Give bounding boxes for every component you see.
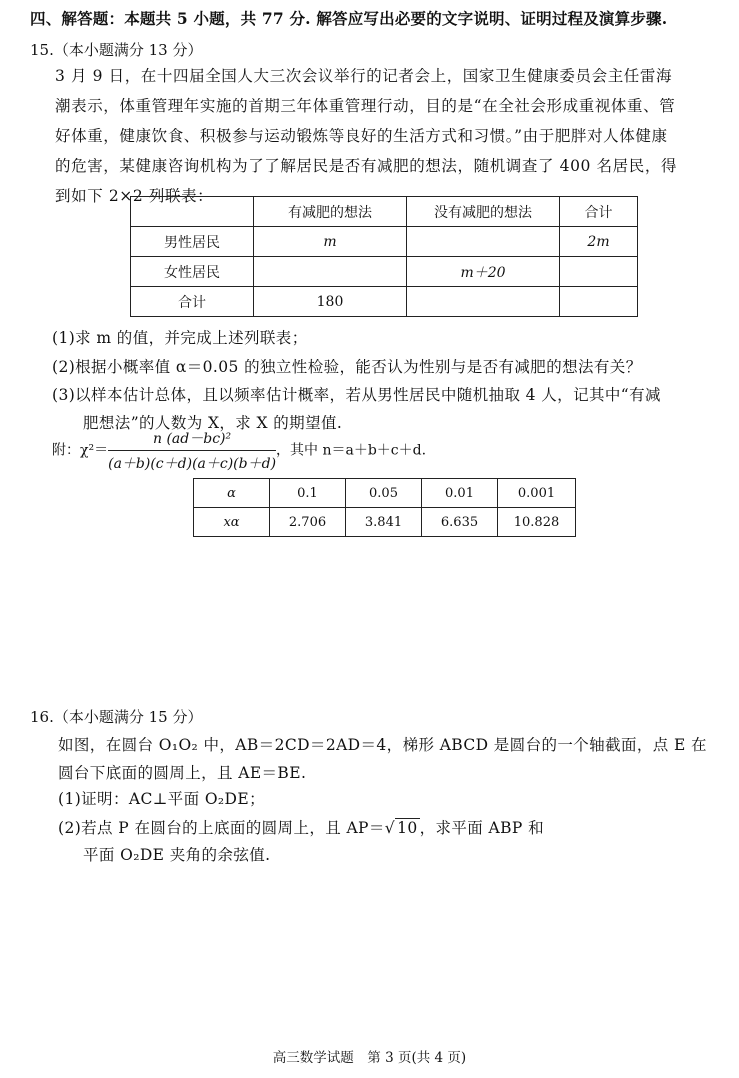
- table-row: [194, 479, 576, 508]
- table-cell: 0.001: [498, 479, 576, 508]
- q16-sub1: (1)证明：AC⊥平面 O₂DE；: [58, 790, 265, 808]
- q16-sub2-prefix: (2)若点 P 在圆台的上底面的圆周上，且 AP＝: [58, 819, 385, 837]
- table-cell: [560, 287, 638, 317]
- table-cell: 2m: [560, 227, 638, 257]
- table-cell: m＋20: [407, 257, 560, 287]
- formula-fraction: [108, 428, 276, 473]
- table-cell: 男性居民: [131, 227, 254, 257]
- chi-square-formula: [52, 428, 426, 473]
- table-cell: 3.841: [346, 508, 422, 537]
- q15-sub1: (1)求 m 的值，并完成上述列联表；: [52, 329, 308, 347]
- table-cell: m: [254, 227, 407, 257]
- table-cell: xα: [194, 508, 270, 537]
- table-cell: [407, 227, 560, 257]
- q16-sub2-line2: 平面 O₂DE 夹角的余弦值.: [83, 846, 271, 864]
- critical-value-table: [193, 478, 576, 537]
- table-row: [131, 227, 638, 257]
- table-row: [131, 197, 638, 227]
- table-header-cell: [131, 197, 254, 227]
- table-row: [131, 287, 638, 317]
- section-header: 四、解答题：本题共 5 小题，共 77 分. 解答应写出必要的文字说明、证明过程及演算步骤.: [30, 9, 668, 28]
- q15-stem-line: 潮表示，体重管理年实施的首期三年体重管理行动，目的是“在全社会形成重视体重、管: [55, 97, 676, 115]
- table-row: [131, 257, 638, 287]
- q16-stem-line1: 如图，在圆台 O₁O₂ 中，AB＝2CD＝2AD＝4，梯形 ABCD 是圆台的一个轴截面，点 E 在: [58, 736, 707, 754]
- q16-sub2-sqrt: 10: [397, 819, 418, 837]
- table-header-cell: 合计: [560, 197, 638, 227]
- table-cell: [560, 257, 638, 287]
- q16-stem-line2: 圆台下底面的圆周上，且 AE＝BE.: [58, 764, 307, 782]
- q15-stem: [55, 61, 715, 211]
- formula-prefix: 附：χ²＝: [52, 442, 109, 459]
- q15-stem-line: 到如下 2×2 列联表：: [55, 187, 214, 205]
- table-cell: 0.1: [270, 479, 346, 508]
- table-cell: 10.828: [498, 508, 576, 537]
- q15-stem-line: 3 月 9 日，在十四届全国人大三次会议举行的记者会上，国家卫生健康委员会主任雷海: [55, 67, 673, 85]
- contingency-table: [130, 196, 638, 317]
- table-cell: [407, 287, 560, 317]
- q16-sub2-suffix: ，求平面 ABP 和: [419, 819, 544, 837]
- table-cell: 0.05: [346, 479, 422, 508]
- table-cell: 180: [254, 287, 407, 317]
- table-cell: α: [194, 479, 270, 508]
- q15-stem-line: 的危害，某健康咨询机构为了了解居民是否有减肥的想法，随机调查了 400 名居民，得: [55, 157, 678, 175]
- table-header-cell: 没有减肥的想法: [407, 197, 560, 227]
- table-row: [194, 508, 576, 537]
- table-cell: 2.706: [270, 508, 346, 537]
- q15-sub3-line2: 肥想法”的人数为 X，求 X 的期望值.: [83, 414, 343, 432]
- table-cell: 6.635: [422, 508, 498, 537]
- q16-title: 16.（本小题满分 15 分）: [30, 708, 203, 726]
- table-cell: 女性居民: [131, 257, 254, 287]
- formula-suffix: ，其中 n＝a＋b＋c＋d.: [276, 442, 427, 459]
- q15-stem-line: 好体重，健康饮食、积极参与运动锻炼等良好的生活方式和习惯。”由于肥胖对人体健康: [55, 127, 668, 145]
- q15-title: 15.（本小题满分 13 分）: [30, 41, 203, 59]
- q15-sub3-line1: (3)以样本估计总体，且以频率估计概率，若从男性居民中随机抽取 4 人，记其中“有减: [52, 386, 661, 404]
- table-cell: [254, 257, 407, 287]
- formula-denominator: (a＋b)(c＋d)(a＋c)(b＋d): [108, 456, 277, 472]
- q15-sub2: (2)根据小概率值 α＝0.05 的独立性检验，能否认为性别与是否有减肥的想法有关？: [52, 358, 642, 376]
- q16-sub2: (2)若点 P 在圆台的上底面的圆周上，且 AP＝√ 10 ，求平面 ABP 和: [58, 819, 544, 837]
- page-footer: 高三数学试题 第 3 页(共 4 页): [272, 1050, 467, 1066]
- table-cell: 合计: [131, 287, 254, 317]
- table-header-cell: 有减肥的想法: [254, 197, 407, 227]
- table-cell: 0.01: [422, 479, 498, 508]
- formula-numerator: n (ad－bc)²: [108, 428, 276, 451]
